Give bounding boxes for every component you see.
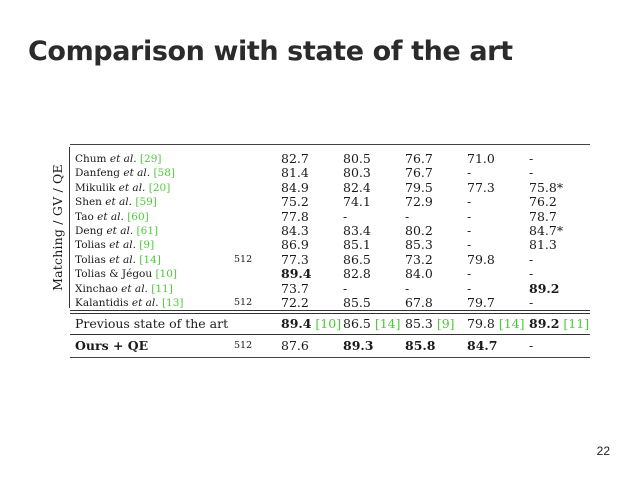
- table-row: [44, 152, 596, 166]
- group-label: Matching / GV / QE: [49, 163, 65, 291]
- method-name: [75, 195, 157, 209]
- value-cell: -: [467, 280, 472, 296]
- method-name: [75, 210, 149, 224]
- method-author: Xinchao: [75, 282, 118, 295]
- method-author: Mikulik: [75, 181, 116, 194]
- method-name: [75, 267, 177, 281]
- value-cell: 84.3: [281, 222, 309, 238]
- previous-value: 89.2: [529, 316, 560, 331]
- table-separator-rule: [70, 334, 590, 335]
- table-row: [44, 267, 596, 281]
- value-cell: 89.2: [529, 280, 560, 296]
- ours-value-cell: -: [529, 338, 534, 353]
- table-row: [44, 166, 596, 180]
- value-cell: 77.8: [281, 208, 309, 224]
- value-cell: 75.2: [281, 194, 309, 210]
- table-row: [44, 282, 596, 296]
- table-bottom-rule: [70, 357, 590, 358]
- value-cell: -: [529, 251, 534, 267]
- slide-title: Comparison with state of the art: [28, 36, 513, 67]
- value-cell: 86.5: [343, 251, 371, 267]
- ours-value-cell: 89.3: [343, 338, 374, 353]
- method-etal: et al.: [128, 296, 159, 309]
- value-cell: -: [467, 222, 472, 238]
- value-cell: 71.0: [467, 151, 495, 166]
- method-etal: et al.: [105, 253, 136, 266]
- value-cell: 82.8: [343, 266, 371, 282]
- method-author: Tolias & Jégou: [75, 268, 153, 281]
- citation-ref: [29]: [136, 153, 162, 165]
- method-name: [75, 296, 184, 310]
- value-cell: 85.3: [405, 237, 433, 253]
- value-cell: 72.2: [281, 294, 309, 310]
- dimension-cell: 512: [234, 296, 253, 308]
- ours-dim: 512: [234, 340, 253, 351]
- value-cell: -: [405, 280, 410, 296]
- method-author: Danfeng: [75, 167, 121, 180]
- value-cell: 76.7: [405, 151, 433, 166]
- citation-ref: [14]: [135, 253, 161, 266]
- value-cell: 73.2: [405, 251, 433, 267]
- method-author: Tolias: [75, 253, 106, 266]
- value-cell: 79.8: [467, 251, 495, 267]
- method-etal: et al.: [120, 167, 151, 180]
- previous-value-cell: [529, 315, 589, 333]
- method-name: [75, 152, 162, 166]
- value-cell: 84.9: [281, 179, 309, 195]
- previous-value-cell: [343, 315, 400, 333]
- dimension-cell: 512: [234, 253, 253, 265]
- citation-ref: [14]: [370, 316, 401, 331]
- previous-state-label: Previous state of the art: [75, 316, 229, 331]
- value-cell: -: [405, 208, 410, 224]
- value-cell: 77.3: [281, 251, 309, 267]
- method-name: [75, 238, 154, 252]
- method-etal: et al.: [117, 282, 148, 295]
- method-name: [75, 166, 175, 180]
- method-etal: et al.: [93, 210, 124, 223]
- citation-ref: [10]: [152, 268, 178, 281]
- value-cell: 84.7*: [529, 222, 564, 238]
- value-cell: 81.4: [281, 165, 309, 181]
- value-cell: -: [343, 280, 348, 296]
- citation-ref: [20]: [145, 181, 171, 194]
- value-cell: 81.3: [529, 237, 557, 253]
- value-cell: 86.9: [281, 237, 309, 253]
- method-etal: et al.: [105, 239, 136, 252]
- table-row: [44, 224, 596, 238]
- citation-ref: [13]: [158, 296, 184, 309]
- value-cell: 80.3: [343, 165, 371, 181]
- value-cell: 76.2: [529, 194, 557, 210]
- method-author: Chum: [75, 153, 107, 165]
- citation-ref: [10]: [311, 316, 342, 331]
- citation-ref: [58]: [150, 167, 176, 180]
- value-cell: -: [467, 237, 472, 253]
- previous-value: 86.5: [343, 316, 371, 331]
- value-cell: 85.1: [343, 237, 371, 253]
- value-cell: -: [529, 151, 534, 166]
- value-cell: 80.2: [405, 222, 433, 238]
- value-cell: 77.3: [467, 179, 495, 195]
- value-cell: 80.5: [343, 151, 371, 166]
- table-row: [44, 181, 596, 195]
- table-row: [44, 210, 596, 224]
- table-row: [44, 195, 596, 209]
- value-cell: 67.8: [405, 294, 433, 310]
- ours-value-cell: 84.7: [467, 338, 498, 353]
- value-cell: 73.7: [281, 280, 309, 296]
- method-etal: et al.: [106, 153, 137, 165]
- method-author: Kalantidis: [75, 296, 129, 309]
- table-row: [44, 253, 596, 267]
- table-row: [44, 296, 596, 310]
- previous-state-row: [44, 315, 596, 333]
- value-cell: 85.5: [343, 294, 371, 310]
- value-cell: -: [467, 208, 472, 224]
- method-name: [75, 181, 170, 195]
- citation-ref: [14]: [494, 316, 525, 331]
- method-rows: [44, 152, 596, 310]
- citation-ref: [9]: [135, 239, 155, 252]
- value-cell: 89.4: [281, 266, 312, 282]
- citation-ref: [11]: [559, 316, 590, 331]
- ours-label: Ours + QE: [75, 338, 149, 353]
- value-cell: -: [343, 208, 348, 224]
- previous-value-cell: [281, 315, 341, 333]
- citation-ref: [11]: [147, 282, 173, 295]
- value-cell: -: [529, 266, 534, 282]
- value-cell: 83.4: [343, 222, 371, 238]
- ours-row: [44, 337, 596, 355]
- previous-value: 85.3: [405, 316, 433, 331]
- previous-value-cell: [467, 315, 524, 333]
- method-author: Tao: [75, 210, 94, 223]
- value-cell: 76.7: [405, 165, 433, 181]
- comparison-table: [44, 138, 596, 360]
- citation-ref: [60]: [123, 210, 149, 223]
- citation-ref: [61]: [133, 224, 159, 237]
- ours-value-cell: 85.8: [405, 338, 436, 353]
- value-cell: 79.5: [405, 179, 433, 195]
- value-cell: 74.1: [343, 194, 371, 210]
- value-cell: -: [467, 165, 472, 181]
- previous-value: 89.4: [281, 316, 312, 331]
- method-name: [75, 253, 161, 267]
- method-etal: et al.: [101, 196, 133, 209]
- method-etal: et al.: [115, 181, 146, 194]
- value-cell: 72.9: [405, 194, 433, 210]
- value-cell: -: [529, 294, 534, 310]
- method-etal: et al.: [103, 224, 134, 237]
- citation-ref: [59]: [132, 196, 157, 209]
- table-mid-rule-2: [70, 313, 590, 314]
- previous-value-cell: [405, 315, 455, 333]
- value-cell: 75.8*: [529, 179, 564, 195]
- value-cell: 79.7: [467, 294, 495, 310]
- value-cell: -: [467, 266, 472, 282]
- method-name: [75, 282, 173, 296]
- value-cell: 78.7: [529, 208, 557, 224]
- table-top-rule: [70, 144, 590, 145]
- method-name: [75, 224, 158, 238]
- method-author: Deng: [75, 224, 104, 237]
- previous-value: 79.8: [467, 316, 495, 331]
- table-row: [44, 238, 596, 252]
- value-cell: -: [467, 194, 472, 210]
- method-author: Tolias: [75, 239, 106, 252]
- method-author: Shen: [75, 196, 102, 209]
- value-cell: 82.7: [281, 151, 309, 166]
- citation-ref: [9]: [432, 316, 455, 331]
- value-cell: 84.0: [405, 266, 433, 282]
- value-cell: 82.4: [343, 179, 371, 195]
- ours-value-cell: 87.6: [281, 338, 309, 353]
- page-number: 22: [596, 444, 610, 458]
- value-cell: -: [529, 165, 534, 181]
